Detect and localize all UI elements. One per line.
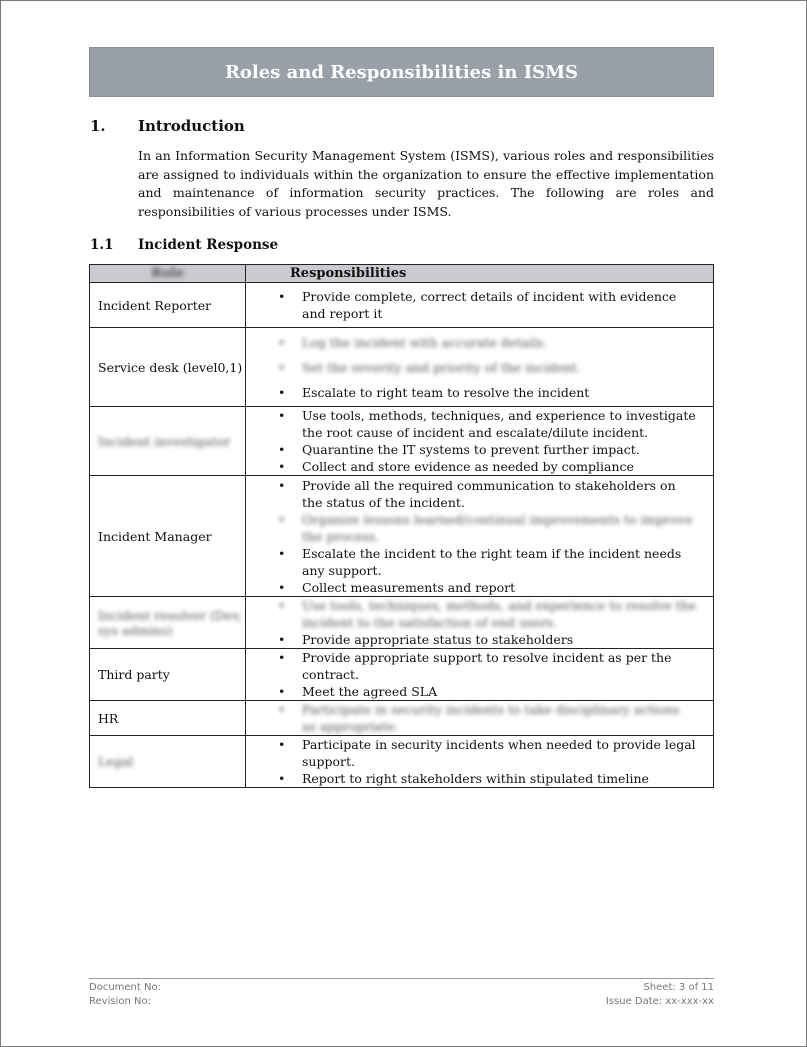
responsibility-item: • Provide appropriate support to resolve incident as per the contract.: [246, 649, 713, 683]
table-row: [90, 407, 714, 476]
responsibility-item: • Meet the agreed SLA: [246, 683, 713, 700]
table-row: [90, 328, 714, 407]
role-cell: Incident Reporter: [90, 283, 246, 328]
responsibilities-cell: [246, 597, 714, 649]
responsibility-item: • Participate in security incidents to take disciplinary actions as appropriate.: [246, 701, 713, 735]
page-footer: [89, 978, 714, 1009]
responsibility-item: • Log the incident with accurate details.: [246, 330, 713, 355]
section-heading-introduction: [90, 117, 245, 135]
responsibilities-cell: [246, 649, 714, 701]
role-cell: Legal: [90, 736, 246, 788]
responsibilities-cell: [246, 701, 714, 736]
responsibility-item: • Escalate to right team to resolve the incident: [246, 380, 713, 405]
responsibility-item: • Escalate the incident to the right team if the incident needs any support.: [246, 545, 713, 579]
table-row: [90, 283, 714, 328]
table-row: [90, 597, 714, 649]
responsibilities-cell: [246, 736, 714, 788]
responsibility-item: • Collect and store evidence as needed by compliance: [246, 458, 713, 475]
responsibilities-column-header: Responsibilities: [246, 265, 714, 283]
responsibilities-cell: [246, 407, 714, 476]
role-cell: Incident investigator: [90, 407, 246, 476]
responsibility-item: • Provide complete, correct details of incident with evidence and report it: [246, 288, 713, 322]
role-cell: HR: [90, 701, 246, 736]
responsibilities-cell: [246, 476, 714, 597]
table-row: [90, 701, 714, 736]
role-cell: Incident Manager: [90, 476, 246, 597]
role-cell: Incident resolver (Dev, sys admins): [90, 597, 246, 649]
table-row: [90, 649, 714, 701]
introduction-paragraph: In an Information Security Management System (ISMS), various roles and responsibilities are assigned to individuals within the organization to ensure the effective implementation and maintenance of information security practices. The following are roles and responsibilities of various processes under ISMS.: [138, 148, 714, 219]
role-cell: Service desk (level0,1): [90, 328, 246, 407]
roles-table: [89, 264, 714, 788]
responsibility-item: • Provide all the required communication to stakeholders on the status of the incident.: [246, 477, 713, 511]
table-header-row: [90, 265, 714, 283]
subsection-number: 1.1: [90, 237, 114, 253]
role-column-header: Role: [90, 265, 246, 283]
responsibility-item: • Use tools, techniques, methods, and experience to resolve the incident to the satisfaction of end users.: [246, 597, 713, 631]
responsibilities-cell: [246, 283, 714, 328]
subsection-title: Incident Response: [138, 237, 279, 253]
role-cell: Third party: [90, 649, 246, 701]
issue-date: Issue Date: xx-xxx-xx: [605, 996, 714, 1007]
document-number-label: Document No:: [89, 982, 161, 993]
responsibility-item: • Report to right stakeholders within stipulated timeline: [246, 770, 713, 787]
section-number: 1.: [90, 117, 106, 135]
responsibility-item: • Quarantine the IT systems to prevent further impact.: [246, 441, 713, 458]
responsibility-item: • Collect measurements and report: [246, 579, 713, 596]
page-title: Roles and Responsibilities in ISMS: [89, 47, 714, 97]
section-title: Introduction: [138, 117, 245, 135]
responsibility-item: • Set the severity and priority of the incident.: [246, 355, 713, 380]
table-row: [90, 736, 714, 788]
responsibility-item: • Participate in security incidents when needed to provide legal support.: [246, 736, 713, 770]
responsibilities-cell: [246, 328, 714, 407]
responsibility-item: • Provide appropriate status to stakeholders: [246, 631, 713, 648]
responsibility-item: • Organize lessons learned/continual improvements to improve the process.: [246, 511, 713, 545]
responsibility-item: • Use tools, methods, techniques, and experience to investigate the root cause of incident and escalate/dilute incident.: [246, 407, 713, 441]
sheet-number: Sheet: 3 of 11: [643, 982, 714, 993]
subsection-heading-incident-response: [90, 237, 278, 253]
revision-number-label: Revision No:: [89, 996, 151, 1007]
table-row: [90, 476, 714, 597]
